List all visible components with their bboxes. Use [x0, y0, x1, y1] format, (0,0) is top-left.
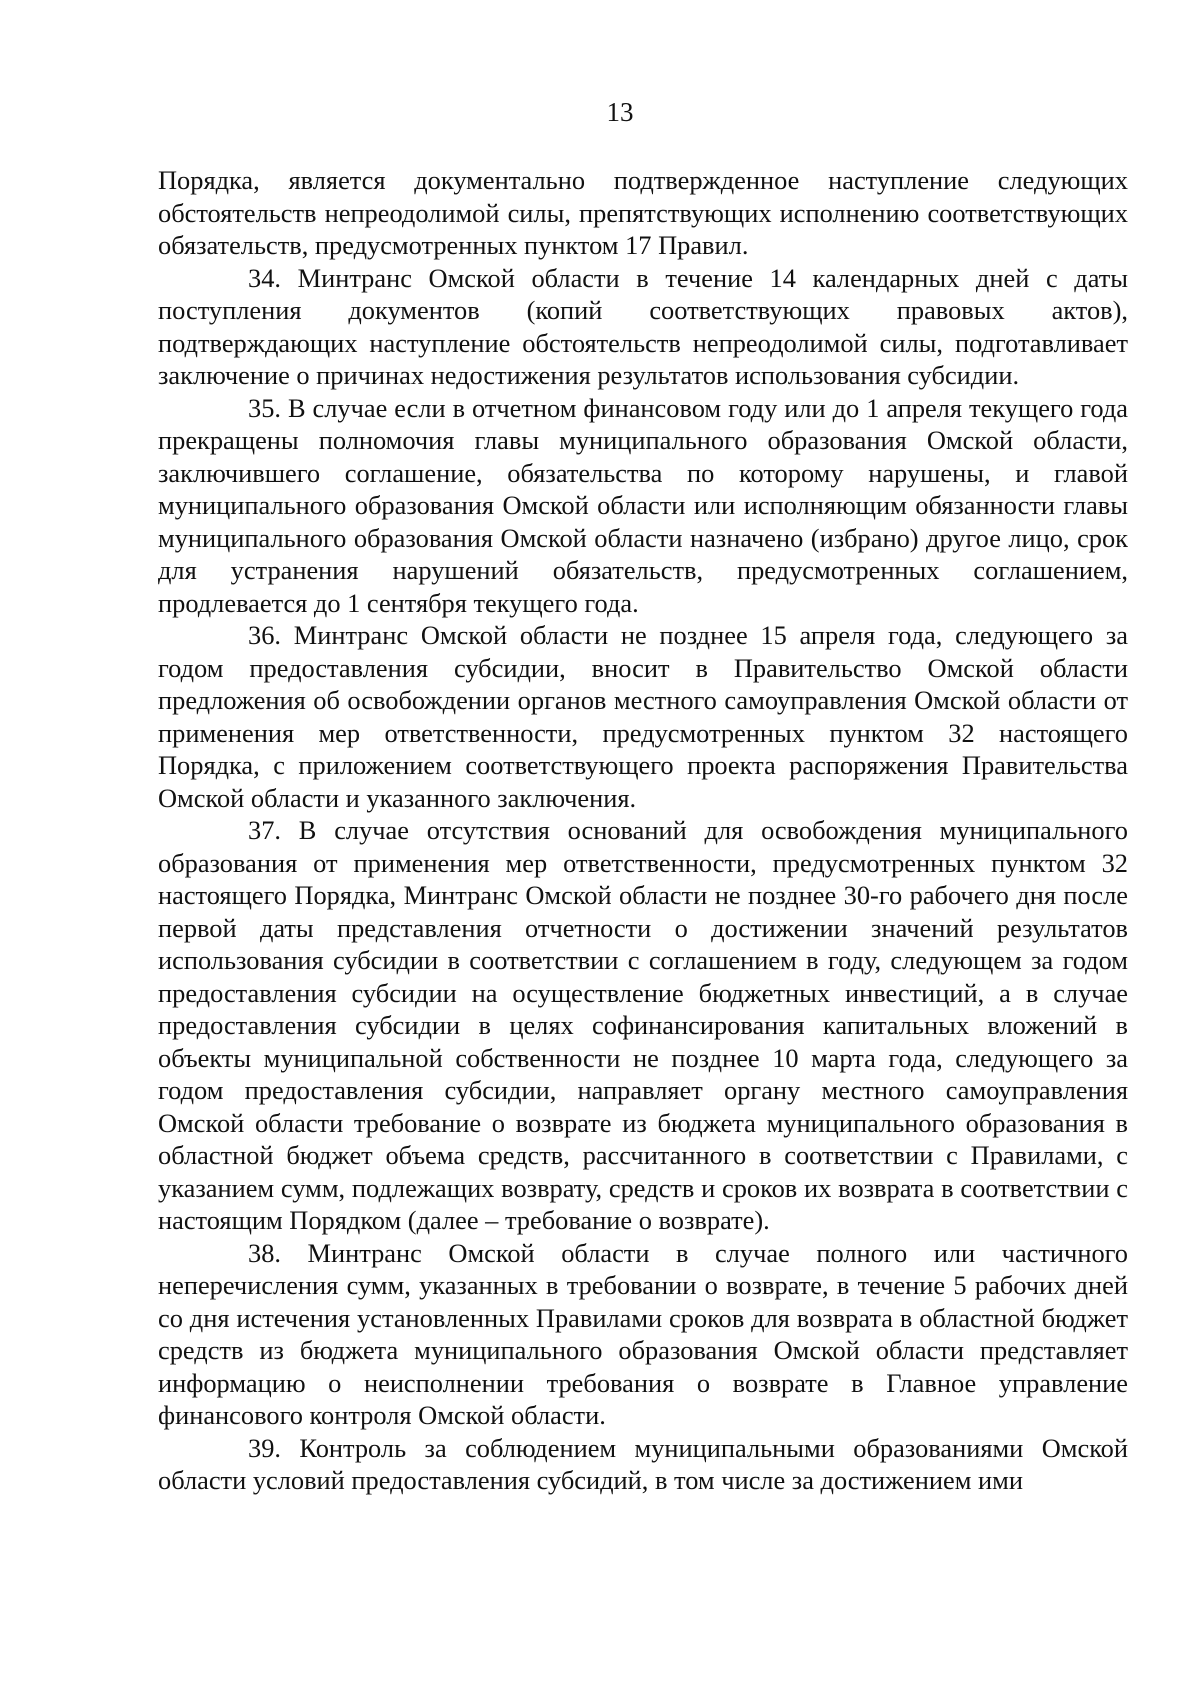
- paragraph-34: 34. Минтранс Омской области в течение 14 календарных дней с даты поступления документов (копий соответствующих правовых актов), подтверждающих наступление обстоятельств непреодолимой силы, подготавливает заключение о причинах недостижения результатов использования субсидии.: [158, 262, 1128, 390]
- paragraph-38: 38. Минтранс Омской области в случае полного или частичного неперечисления сумм, указанных в требовании о возврате, в течение 5 рабочих дней со дня истечения установленных Правилами сроков для возврата в областной бюджет средств из бюджета муниципального образования Омской области представляет информацию о неисполнении требования о возврате в Главное управление финансового контроля Омской области.: [158, 1237, 1128, 1430]
- page-number: 13: [606, 97, 634, 127]
- paragraph-35: 35. В случае если в отчетном финансовом году или до 1 апреля текущего года прекращены полномочия главы муниципального образования Омской области, заключившего соглашение, обязательства по которому нарушены, и главой муниципального образования Омской области или исполняющим обязанности главы муниципального образования Омской области назначено (избрано) другое лицо, срок для устранения нарушений обязательств, предусмотренных соглашением, продлевается до 1 сентября текущего года.: [158, 392, 1128, 618]
- paragraph-39: 39. Контроль за соблюдением муниципальными образованиями Омской области условий предоставления субсидий, в том числе за достижением ими: [158, 1432, 1128, 1495]
- paragraph-36: 36. Минтранс Омской области не позднее 15 апреля года, следующего за годом предоставления субсидии, вносит в Правительство Омской области предложения об освобождении органов местного самоуправления Омской области от применения мер ответственности, предусмотренных пунктом 32 настоящего Порядка, с приложением соответствующего проекта распоряжения Правительства Омской области и указанного заключения.: [158, 620, 1128, 813]
- paragraph-continuation: Порядка, является документально подтвержденное наступление следующих обстоятельств непреодолимой силы, препятствующих исполнению соответствующих обязательств, предусмотренных пунктом 17 Правил.: [158, 165, 1128, 260]
- paragraph-37: 37. В случае отсутствия оснований для освобождения муниципального образования от применения мер ответственности, предусмотренных пунктом 32 настоящего Порядка, Минтранс Омской области не позднее 30-го рабочего дня после первой даты представления отчетности о достижении значений результатов использования субсидии в соответствии с соглашением в году, следующем за годом предоставления субсидии на осуществление бюджетных инвестиций, а в случае предоставления субсидии в целях софинансирования капитальных вложений в объекты муниципальной собственности не позднее 10 марта года, следующего за годом предоставления субсидии, направляет органу местного самоуправления Омской области требование о возврате из бюджета муниципального образования в областной бюджет объема средств, рассчитанного в соответствии с Правилами, с указанием сумм, подлежащих возврату, средств и сроков их возврата в соответствии с настоящим Порядком (далее – требование о возврате).: [158, 815, 1128, 1235]
- document-body: [158, 164, 1128, 1497]
